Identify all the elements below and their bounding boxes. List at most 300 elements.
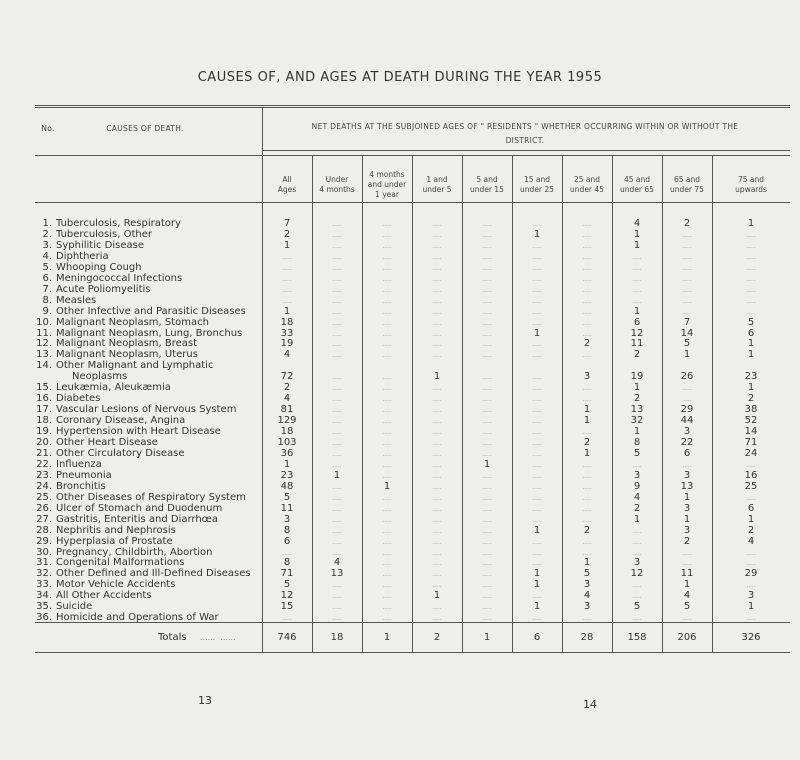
row-cause: Suicide <box>56 601 93 613</box>
row-cell: ..... <box>746 560 756 568</box>
row-cause: Diphtheria <box>56 250 109 262</box>
row-cell: 4 <box>683 590 691 602</box>
row-cell: ..... <box>432 604 442 612</box>
row-cell: ..... <box>382 319 392 327</box>
column-header-line: 25 and <box>573 175 601 184</box>
row-cell: 1 <box>633 382 641 394</box>
row-cell: ..... <box>532 494 542 502</box>
row-cell: ..... <box>382 516 392 524</box>
table-top-rule <box>35 105 790 106</box>
row-cell: ..... <box>632 582 642 590</box>
row-cell: ..... <box>482 418 492 426</box>
row-cell: ..... <box>682 242 692 250</box>
row-number: 4. <box>42 250 52 262</box>
row-cell: ..... <box>632 549 642 557</box>
row-cell: 1 <box>633 426 641 438</box>
row-cell: 14 <box>680 327 694 339</box>
row-cell: ..... <box>582 264 592 272</box>
row-cell: 1 <box>683 579 691 591</box>
row-cell: ..... <box>582 385 592 393</box>
row-cell: ..... <box>332 231 342 239</box>
row-cell: ..... <box>632 297 642 305</box>
row-cell: 1 <box>583 447 591 459</box>
row-number: 14. <box>36 360 52 372</box>
row-cell: 3 <box>633 557 641 569</box>
row-cell: 8 <box>633 437 641 448</box>
row-cell: ..... <box>532 429 542 437</box>
column-header-line: 4 months <box>319 185 355 194</box>
row-cell: ..... <box>532 549 542 557</box>
row-number: 3. <box>42 239 52 251</box>
total-cell: 6 <box>533 632 541 643</box>
row-cause: Measles <box>56 294 97 306</box>
row-cell: 14 <box>744 426 758 438</box>
column-rule <box>362 155 363 652</box>
row-cause: Pneumonia <box>56 469 112 481</box>
row-cause: Ulcer of Stomach and Duodenum <box>56 502 223 514</box>
row-cell: 1 <box>683 491 691 503</box>
row-cell: ..... <box>632 275 642 283</box>
row-number: 34. <box>36 590 52 602</box>
row-cell: ..... <box>632 615 642 623</box>
row-cell: 1 <box>533 568 541 580</box>
row-cell: ..... <box>432 516 442 524</box>
causes-header: CAUSES OF DEATH. <box>106 124 184 133</box>
row-cell: 18 <box>280 316 294 328</box>
row-cause: Nephritis and Nephrosis <box>56 524 176 536</box>
row-cell: ..... <box>482 582 492 590</box>
row-cell: 24 <box>744 447 758 459</box>
row-cell: ..... <box>432 549 442 557</box>
row-cell: 3 <box>683 469 691 481</box>
row-cell: 23 <box>280 469 294 481</box>
row-cell: ..... <box>332 450 342 458</box>
row-cell: 1 <box>533 228 541 240</box>
row-cell: ..... <box>432 297 442 305</box>
row-cell: ..... <box>482 549 492 557</box>
row-cell: ..... <box>432 242 442 250</box>
row-cause: Malignant Neoplasm, Breast <box>56 338 198 350</box>
row-cell: ..... <box>482 264 492 272</box>
row-cause: Tuberculosis, Other <box>56 228 153 240</box>
page-number-left: 13 <box>198 694 212 707</box>
row-cell: ..... <box>382 341 392 349</box>
row-cell: ..... <box>532 308 542 316</box>
row-cell: 1 <box>433 590 441 602</box>
row-cell: 23 <box>744 371 758 383</box>
row-cell: ..... <box>682 461 692 469</box>
row-cell: ..... <box>432 407 442 415</box>
row-cell: ..... <box>482 330 492 338</box>
row-cell: ..... <box>532 472 542 480</box>
row-number: 31. <box>36 557 52 569</box>
row-cause: Other Defined and Ill-Defined Diseases <box>56 568 251 580</box>
header-divider <box>262 150 790 151</box>
row-cell: 2 <box>583 338 591 350</box>
row-cause: Whooping Cough <box>56 261 142 273</box>
row-cell: 5 <box>283 491 291 503</box>
row-cell: 6 <box>633 316 641 328</box>
row-cell: ..... <box>532 560 542 568</box>
row-cell: ..... <box>382 385 392 393</box>
row-cell: ..... <box>432 440 442 447</box>
row-cell: 1 <box>683 513 691 525</box>
row-cell: ..... <box>382 560 392 568</box>
row-cell: ..... <box>432 494 442 502</box>
row-cell: ..... <box>332 341 342 349</box>
row-cause: Other Heart Disease <box>56 437 158 448</box>
row-cause: Tuberculosis, Respiratory <box>56 218 181 229</box>
row-cell: ..... <box>746 494 756 502</box>
row-cell: 3 <box>283 513 291 525</box>
row-cell: ..... <box>482 604 492 612</box>
total-cell: 2 <box>433 632 441 643</box>
row-cell: ..... <box>382 231 392 239</box>
totals-label: Totals <box>158 632 187 643</box>
row-cell: ..... <box>482 571 492 579</box>
row-cell: ..... <box>482 242 492 250</box>
row-number: 7. <box>42 283 52 295</box>
row-cell: ..... <box>482 516 492 524</box>
column-header-line: under 75 <box>670 185 704 194</box>
row-number: 9. <box>42 305 52 317</box>
column-header-line: 65 and <box>673 175 701 184</box>
row-cell: ..... <box>382 472 392 480</box>
row-cell: ..... <box>382 221 392 228</box>
row-cell: ..... <box>582 516 592 524</box>
row-cell: ..... <box>582 483 592 491</box>
row-cell: 2 <box>633 502 641 514</box>
row-cell: ..... <box>482 472 492 480</box>
row-cell: 5 <box>683 338 691 350</box>
column-header-line: 5 and <box>476 175 498 184</box>
row-cell: 1 <box>583 557 591 569</box>
row-cell: ..... <box>532 615 542 623</box>
column-header <box>614 175 660 195</box>
row-cause: Vascular Lesions of Nervous System <box>56 404 237 416</box>
row-cell: ..... <box>532 440 542 447</box>
row-number: 24. <box>36 480 52 492</box>
row-cell: 129 <box>277 415 297 427</box>
row-cell: ..... <box>632 286 642 294</box>
row-cell: 1 <box>747 349 755 361</box>
row-cause: Bronchitis <box>56 480 106 492</box>
row-cell: 1 <box>633 239 641 251</box>
row-cause: Diabetes <box>56 393 101 405</box>
row-number: 12. <box>36 338 52 350</box>
row-cell: ..... <box>382 527 392 535</box>
row-cell: ..... <box>432 571 442 579</box>
column-header-line: 15 and <box>523 175 551 184</box>
row-cell: ..... <box>582 242 592 250</box>
row-cell: ..... <box>432 472 442 480</box>
row-cell: ..... <box>382 418 392 426</box>
column-header-line: 4 months <box>369 170 405 179</box>
row-cell: 6 <box>747 327 755 339</box>
row-cell: ..... <box>432 429 442 437</box>
row-cell: ..... <box>482 407 492 415</box>
row-cell: ..... <box>332 374 342 382</box>
row-cell: ..... <box>532 374 542 382</box>
total-cell: 18 <box>330 632 344 643</box>
total-cell: 158 <box>627 632 647 643</box>
row-cell: ..... <box>482 286 492 294</box>
row-cell: ..... <box>482 429 492 437</box>
row-cell: ..... <box>382 396 392 404</box>
column-rule <box>412 155 413 652</box>
row-cell: 3 <box>583 579 591 591</box>
row-number: 28. <box>36 524 52 536</box>
row-cause: Influenza <box>56 458 102 470</box>
row-cell: 1 <box>683 349 691 361</box>
row-cell: ..... <box>746 582 756 590</box>
row-cell: ..... <box>682 297 692 305</box>
row-cell: 1 <box>283 458 291 470</box>
column-rule <box>562 155 563 652</box>
row-cell: ..... <box>682 385 692 393</box>
row-cell: ..... <box>582 549 592 557</box>
row-number: 6. <box>42 272 52 284</box>
row-cell: ..... <box>382 538 392 546</box>
total-cell: 746 <box>277 632 297 643</box>
row-cell: 71 <box>744 437 758 448</box>
row-cell: ..... <box>532 221 542 228</box>
row-cell: ..... <box>532 505 542 513</box>
row-cell: ..... <box>482 440 492 447</box>
row-cause: Coronary Disease, Angina <box>56 415 186 427</box>
column-header <box>364 170 410 200</box>
row-cell: ..... <box>532 461 542 469</box>
row-cell: ..... <box>382 297 392 305</box>
row-cell: ..... <box>382 253 392 261</box>
row-cell: 7 <box>683 316 691 328</box>
total-cell: 1 <box>383 632 391 643</box>
column-header <box>264 175 310 195</box>
row-cell: ..... <box>582 221 592 228</box>
row-cell: ..... <box>282 615 292 623</box>
row-cell: 3 <box>747 590 755 602</box>
row-cell: 2 <box>283 228 291 240</box>
row-cell: 1 <box>747 218 755 229</box>
row-cell: ..... <box>682 286 692 294</box>
column-header <box>564 175 610 195</box>
column-header-line: under 25 <box>520 185 554 194</box>
row-cell: ..... <box>582 275 592 283</box>
row-cell: ..... <box>682 264 692 272</box>
row-cell: ..... <box>332 429 342 437</box>
row-cell: 5 <box>283 579 291 591</box>
row-cell: 38 <box>744 404 758 416</box>
row-cell: ..... <box>482 560 492 568</box>
row-cell: ..... <box>632 253 642 261</box>
row-cell: 3 <box>583 601 591 613</box>
row-cell: 3 <box>683 502 691 514</box>
column-rule <box>312 155 313 652</box>
row-cell: ..... <box>332 352 342 360</box>
row-cell: 1 <box>433 371 441 383</box>
row-cell: ..... <box>432 483 442 491</box>
row-number: 8. <box>42 294 52 306</box>
row-cell: 2 <box>633 349 641 361</box>
row-cell: ..... <box>332 440 342 447</box>
row-cell: ..... <box>432 308 442 316</box>
row-number: 11. <box>36 327 52 339</box>
row-cause: Motor Vehicle Accidents <box>56 579 176 591</box>
row-cell: 6 <box>283 535 291 547</box>
row-cell: ..... <box>382 330 392 338</box>
row-cell: ..... <box>282 297 292 305</box>
column-header-line: 75 and <box>737 175 765 184</box>
row-cell: ..... <box>532 297 542 305</box>
row-cause: All Other Accidents <box>56 590 152 602</box>
row-cell: ..... <box>482 231 492 239</box>
row-cell: 11 <box>280 502 294 514</box>
row-cell: ..... <box>532 275 542 283</box>
row-cell: 1 <box>533 579 541 591</box>
row-cell: ..... <box>632 527 642 535</box>
row-number: 23. <box>36 469 52 481</box>
row-cell: ..... <box>432 418 442 426</box>
row-cause: Meningococcal Infections <box>56 272 183 284</box>
row-cell: ..... <box>582 429 592 437</box>
row-cell: 6 <box>747 502 755 514</box>
row-cell: ..... <box>682 308 692 316</box>
row-cell: ..... <box>432 396 442 404</box>
row-number: 19. <box>36 426 52 438</box>
row-cell: ..... <box>382 450 392 458</box>
row-number: 20. <box>36 437 52 448</box>
row-cell: 22 <box>680 437 694 448</box>
row-cell: ..... <box>282 275 292 283</box>
row-cell: ..... <box>582 472 592 480</box>
row-cell: 33 <box>280 327 294 339</box>
row-cell: ..... <box>432 385 442 393</box>
row-cell: 1 <box>533 327 541 339</box>
row-cell: 4 <box>633 218 641 229</box>
row-cell: 4 <box>583 590 591 602</box>
row-cell: ..... <box>632 461 642 469</box>
row-cell: 18 <box>280 426 294 438</box>
totals-leader-dots: ...... ...... <box>200 633 236 642</box>
row-cell: 81 <box>280 404 294 416</box>
row-cell: ..... <box>332 253 342 261</box>
row-cell: ..... <box>532 352 542 360</box>
row-cell: ..... <box>332 582 342 590</box>
column-header-line: Ages <box>277 185 297 194</box>
row-cell: ..... <box>482 221 492 228</box>
row-cell: ..... <box>332 461 342 469</box>
column-rule <box>512 155 513 652</box>
row-cell: ..... <box>746 549 756 557</box>
row-cell: ..... <box>332 297 342 305</box>
page-title: CAUSES OF, AND AGES AT DEATH DURING THE YEAR 1955 <box>197 70 603 85</box>
row-cell: ..... <box>482 319 492 327</box>
row-cell: 32 <box>630 415 644 427</box>
row-cell: ..... <box>746 308 756 316</box>
row-cell: ..... <box>582 308 592 316</box>
row-cause: Neoplasms <box>72 371 128 383</box>
row-cell: ..... <box>432 352 442 360</box>
row-cell: ..... <box>332 242 342 250</box>
row-cell: 72 <box>280 371 294 383</box>
row-cell: ..... <box>532 450 542 458</box>
row-cell: ..... <box>532 516 542 524</box>
row-cell: ..... <box>632 538 642 546</box>
page-number-right: 14 <box>583 698 597 711</box>
row-cell: ..... <box>582 461 592 469</box>
row-cell: 11 <box>680 568 694 580</box>
column-rule <box>662 155 663 652</box>
row-number: 26. <box>36 502 52 514</box>
row-cell: ..... <box>432 615 442 623</box>
row-cell: ..... <box>332 505 342 513</box>
row-cell: ..... <box>332 221 342 228</box>
row-cell: ..... <box>382 440 392 447</box>
row-number: 17. <box>36 404 52 416</box>
row-cell: 26 <box>680 371 694 383</box>
row-cell: 5 <box>747 316 755 328</box>
row-number: 13. <box>36 349 52 361</box>
row-cause: Congenital Malformations <box>56 557 185 569</box>
row-number: 32. <box>36 568 52 580</box>
row-cell: ..... <box>532 396 542 404</box>
row-cell: ..... <box>682 253 692 261</box>
row-cell: 13 <box>680 480 694 492</box>
row-cell: ..... <box>432 275 442 283</box>
row-cell: ..... <box>746 242 756 250</box>
row-cell: 44 <box>680 415 694 427</box>
row-cell: ..... <box>632 264 642 272</box>
row-cell: ..... <box>582 231 592 239</box>
column-header <box>314 175 360 195</box>
row-cell: ..... <box>682 549 692 557</box>
row-number: 21. <box>36 447 52 459</box>
total-cell: 206 <box>677 632 697 643</box>
row-cell: ..... <box>746 231 756 239</box>
row-number: 30. <box>36 546 52 558</box>
row-cell: 103 <box>277 437 297 448</box>
row-cell: 19 <box>280 338 294 350</box>
row-cell: 29 <box>680 404 694 416</box>
row-cell: 5 <box>633 447 641 459</box>
row-cell: 3 <box>583 371 591 383</box>
row-cell: ..... <box>432 253 442 261</box>
column-header-line: under 5 <box>422 185 452 194</box>
row-cell: ..... <box>332 516 342 524</box>
row-cell: ..... <box>382 407 392 415</box>
row-number: 5. <box>42 261 52 273</box>
row-cell: ..... <box>432 341 442 349</box>
row-cell: ..... <box>482 297 492 305</box>
row-cell: ..... <box>746 297 756 305</box>
row-cell: 2 <box>583 437 591 448</box>
row-cell: ..... <box>332 264 342 272</box>
row-cell: 16 <box>744 469 758 481</box>
row-cell: ..... <box>332 286 342 294</box>
column-rule <box>712 155 713 652</box>
row-cause: Gastritis, Enteritis and Diarrhœa <box>56 513 219 525</box>
column-header-line: under 65 <box>620 185 654 194</box>
row-cell: 1 <box>633 513 641 525</box>
row-cell: ..... <box>432 286 442 294</box>
column-header-line: 1 year <box>375 190 399 199</box>
row-cell: ..... <box>382 582 392 590</box>
row-cell: ..... <box>682 231 692 239</box>
row-cell: ..... <box>532 319 542 327</box>
column-rule <box>462 155 463 652</box>
row-cell: 2 <box>747 393 755 405</box>
row-cell: 12 <box>630 568 644 580</box>
